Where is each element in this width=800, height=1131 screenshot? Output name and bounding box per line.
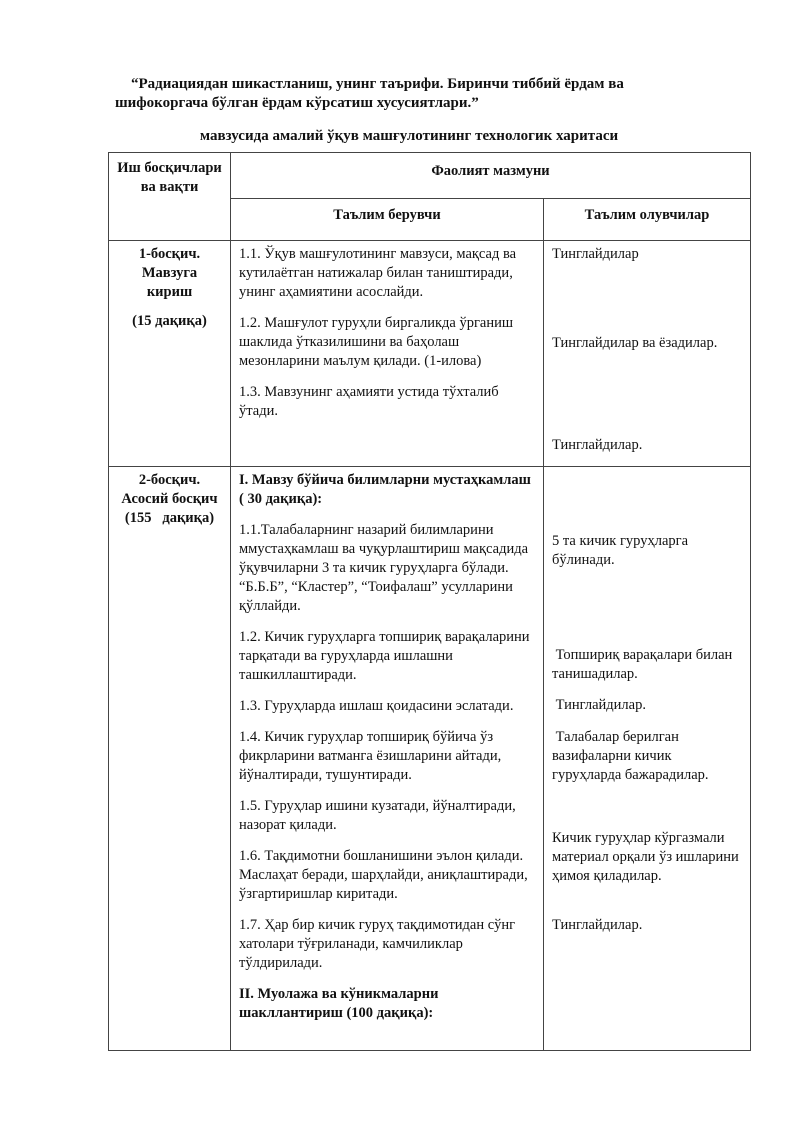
stage-2-teacher-item: 1.3. Гуруҳларда ишлаш қоидасини эслатади. bbox=[239, 698, 514, 714]
stage-1-time: (15 дақиқа) bbox=[132, 313, 207, 329]
stage-2-section-1-heading: I. Мавзу бўйича билимларни мустаҳкамлаш ( 30 дақиқа): bbox=[239, 472, 582, 507]
stage-2-learner-item: Тинглайдилар. bbox=[552, 697, 646, 713]
stage-2-teacher-item: 1.4. Кичик гуруҳлар топшириқ бўйича ўз фикрларини ватманга ёзишларини айтади, йўналтиради, тушунтиради. bbox=[239, 729, 502, 783]
stage-2-teacher-cell bbox=[231, 467, 582, 1051]
stage-2-learner-item: 5 та кичик гуруҳларга бўлинади. bbox=[552, 533, 689, 568]
stage-2-learner-item: Тинглайдилар. bbox=[552, 917, 643, 933]
stage-1-teacher-item: 1.3. Мавзунинг аҳамияти устида тўхталиб ўтади. bbox=[239, 384, 499, 419]
stage-1-learner-item: Тинглайдилар ва ёзадилар. bbox=[552, 335, 718, 351]
stage-2-learner-cell bbox=[544, 467, 751, 1051]
stage-1-cell bbox=[109, 241, 231, 467]
stage-2-teacher-item: 1.2. Кичик гуруҳларга топшириқ варақаларини тарқатади ва гуруҳларда ишлашни ташкиллаштиради. bbox=[239, 629, 530, 683]
document-subtitle: мавзусида амалий ўқув машғулотининг технологик харитаси bbox=[199, 128, 619, 144]
header-stage-time: Иш босқичлари ва вақти bbox=[109, 153, 231, 241]
stage-2-learner-item: Талабалар берилган вазифаларни кичик гуруҳларда бажарадилар. bbox=[552, 729, 709, 783]
stage-1-name: 1-босқич. Мавзуга кириш bbox=[138, 246, 201, 300]
stage-1-teacher-item: 1.2. Машғулот гуруҳли биргаликда ўрганиш шаклида ўтказилишини ва баҳолаш мезонларини маълум қилади. (1-илова) bbox=[239, 315, 514, 369]
header-teacher: Таълим берувчи bbox=[231, 199, 544, 241]
stage-2-teacher-item: 1.7. Ҳар бир кичик гуруҳ тақдимотидан сўнг хатолари тўғриланади, камчиликлар тўлдирилади. bbox=[239, 917, 516, 971]
header-activity-content: Фаолият мазмуни bbox=[231, 153, 751, 199]
stage-2-cell bbox=[109, 467, 231, 1051]
document-title bbox=[117, 75, 717, 113]
stage-1-teacher-cell bbox=[231, 241, 544, 467]
stage-2-teacher-item: 1.6. Тақдимотни бошланишини эълон қилади. Маслаҳат беради, шарҳлайди, аниқлаштиради, ўзгартиришлар киритади. bbox=[239, 848, 528, 902]
stage-2-time: (155 дақиқа) bbox=[124, 510, 215, 526]
title-line-2: шифокоргача бўлган ёрдам кўрсатиш хусусиятлари.” bbox=[115, 95, 479, 111]
stage-2-teacher-item: 1.1.Талабаларнинг назарий билимларини ммустаҳкамлаш ва чуқурлаштириш мақсадида ўқувчиларни 3 та кичик гуруҳларга бўлади. “Б.Б.Б”, “Кластер”, “Тоифалаш” усулларини қўллайди. bbox=[239, 522, 529, 614]
stage-2-name-line-2: Асосий босқич bbox=[121, 491, 218, 507]
stage-2-section-2-heading: II. Муолажа ва кўникмаларни шакллантириш (100 дақиқа): bbox=[239, 986, 439, 1021]
stage-1-teacher-item: 1.1. Ўқув машғулотининг мавзуси, мақсад ва кутилаётган натижалар билан таништиради, унинг аҳамиятини асослайди. bbox=[239, 246, 517, 300]
header-learner: Таълим олувчилар bbox=[544, 199, 751, 241]
stage-1-learner-item: Тинглайдилар bbox=[552, 246, 639, 262]
stage-2-name-line-1: 2-босқич. bbox=[138, 472, 201, 488]
stage-1-learner-cell bbox=[544, 241, 751, 467]
stage-2-learner-item: Кичик гуруҳлар кўргазмали материал орқали ўз ишларини ҳимоя қиладилар. bbox=[552, 830, 739, 884]
stage-2-teacher-item: 1.5. Гуруҳлар ишини кузатади, йўналтиради, назорат қилади. bbox=[239, 798, 516, 833]
technology-map-table bbox=[108, 152, 751, 1051]
title-line-1: “Радиациядан шикастланиш, унинг таърифи. Биринчи тиббий ёрдам ва bbox=[131, 76, 624, 92]
stage-1-learner-item: Тинглайдилар. bbox=[552, 437, 643, 453]
stage-2-learner-item: Топшириқ варақалари билан танишадилар. bbox=[552, 647, 736, 682]
